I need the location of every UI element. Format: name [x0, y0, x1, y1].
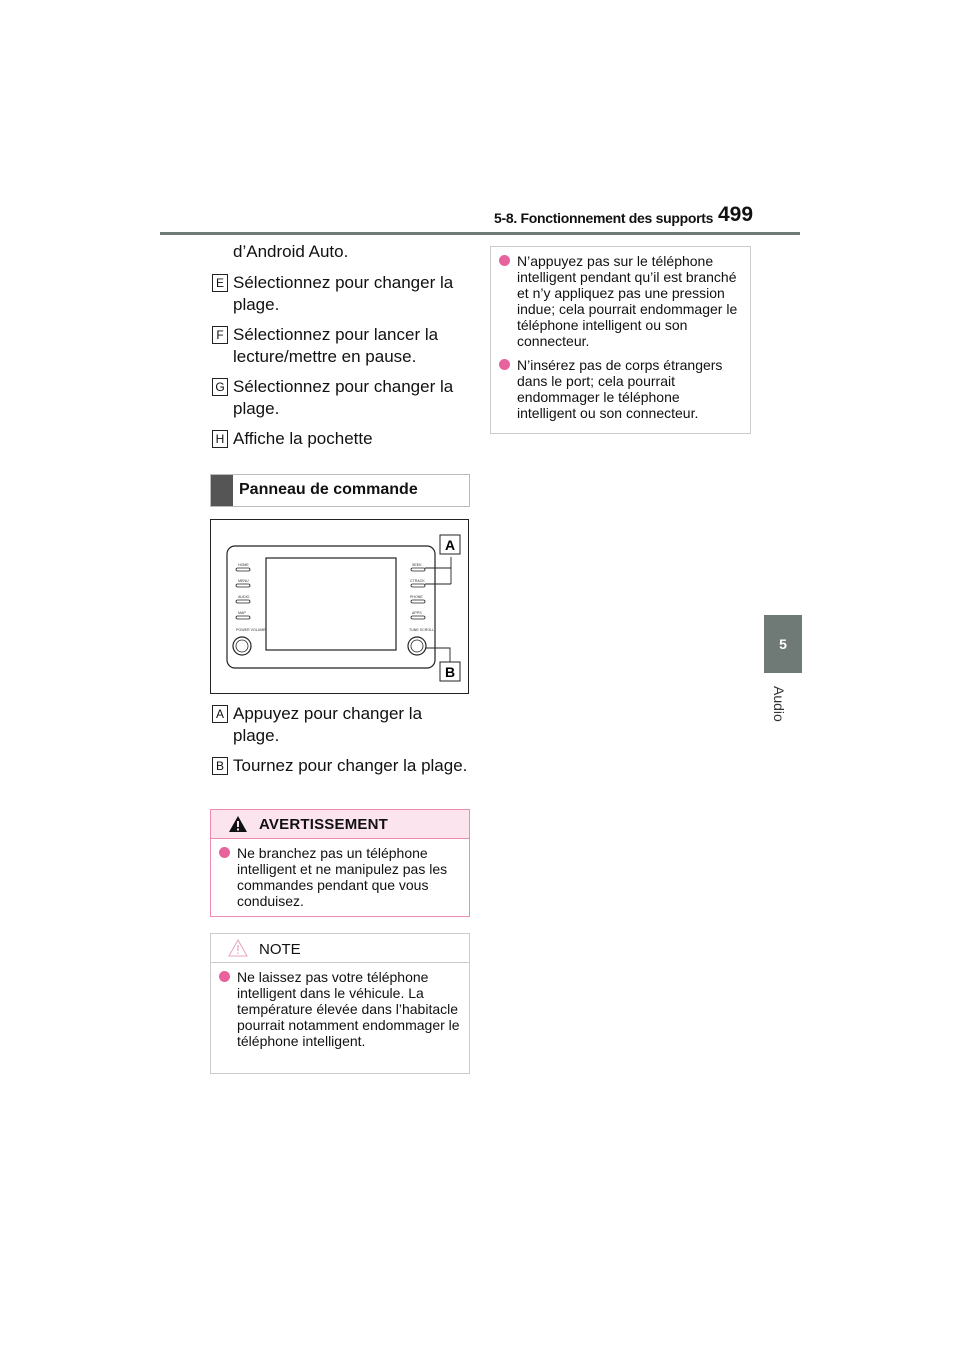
- bullet-text: N’appuyez pas sur le téléphone intelligent pendant qu’il est branché et n’y appliquez pas une pression indue; cela pourrait endommager le téléphone intelligent ou son connecteur.: [517, 253, 738, 349]
- caution-outline-icon: [228, 939, 248, 957]
- section-title: 5-8. Fonctionnement des supports: [494, 210, 714, 226]
- item-text: Tournez pour changer la plage.: [233, 756, 468, 775]
- btn-label-menu: MENU: [238, 579, 249, 583]
- btn-label-ctrack: CTRACK: [410, 579, 425, 583]
- btn-label-seek: SEEK: [412, 563, 422, 567]
- caution-bullet-1: [499, 253, 742, 349]
- panel-heading-label: Panneau de commande: [239, 481, 418, 498]
- warning-title: AVERTISSEMENT: [259, 816, 389, 833]
- chapter-number: 5: [779, 636, 787, 652]
- page-number: 499: [718, 203, 754, 226]
- item-text: Appuyez pour changer la plage.: [233, 704, 423, 745]
- item-text: Sélectionnez pour changer la plage.: [233, 273, 454, 314]
- bullet-text: Ne laissez pas votre téléphone intelligent dans le véhicule. La température élevée dans l’habitacle pourrait notamment endommager le téléphone intelligent.: [237, 969, 460, 1049]
- panel-heading: [210, 474, 470, 507]
- key-badge: E: [212, 274, 228, 292]
- list-item-e: [212, 272, 472, 316]
- bullet-dot-icon: [219, 847, 230, 858]
- item-text: Sélectionnez pour lancer la lecture/mettre en pause.: [233, 325, 439, 366]
- caution-bullet-2: [499, 357, 742, 421]
- bullet-text: N’insérez pas de corps étrangers dans le port; cela pourrait endommager le téléphone intelligent ou son connecteur.: [517, 357, 723, 421]
- key-badge: H: [212, 430, 228, 448]
- header-rule: [160, 232, 800, 235]
- item-text: Affiche la pochette: [233, 429, 373, 448]
- warning-box: [210, 809, 470, 917]
- key-badge: G: [212, 378, 228, 396]
- key-badge: F: [212, 326, 228, 344]
- warning-triangle-icon: [228, 815, 248, 833]
- btn-label-apps: APPS: [412, 611, 422, 615]
- bullet-dot-icon: [219, 971, 230, 982]
- bullet-dot-icon: [499, 255, 510, 266]
- control-panel-figure: [210, 519, 469, 694]
- warning-bullet: [219, 845, 461, 909]
- list-item-f: [212, 324, 472, 368]
- list-item-a: [212, 703, 472, 747]
- btn-label-audio: AUDIO: [238, 595, 250, 599]
- control-panel-illustration: [211, 520, 468, 693]
- btn-label-tune: TUNE SCROLL: [409, 628, 435, 632]
- note-header: [211, 934, 469, 963]
- continuation-text: d’Android Auto.: [233, 242, 349, 261]
- key-badge: A: [212, 705, 228, 723]
- item-text: Sélectionnez pour changer la plage.: [233, 377, 454, 418]
- callout-b: B: [445, 664, 456, 680]
- bullet-text: Ne branchez pas un téléphone intelligent et ne manipulez pas les commandes pendant que vous conduisez.: [237, 845, 448, 909]
- caution-continued-box: [490, 246, 751, 434]
- note-bullet: [219, 969, 461, 1049]
- chapter-tab: [764, 615, 802, 673]
- note-title: NOTE: [259, 941, 301, 958]
- warning-header: [211, 810, 469, 839]
- btn-label-phone: PHONE: [410, 595, 423, 599]
- list-item-b: [212, 755, 472, 777]
- callout-a: A: [445, 537, 456, 553]
- btn-label-home: HOME: [238, 563, 249, 567]
- key-badge: B: [212, 757, 228, 775]
- note-box: [210, 933, 470, 1074]
- heading-bar: [211, 475, 233, 506]
- chapter-label: Audio: [771, 686, 787, 722]
- btn-label-power: POWER VOLUME: [236, 628, 266, 632]
- list-item-g: [212, 376, 472, 420]
- btn-label-map: MAP: [238, 611, 246, 615]
- bullet-dot-icon: [499, 359, 510, 370]
- list-item-h: [212, 428, 472, 450]
